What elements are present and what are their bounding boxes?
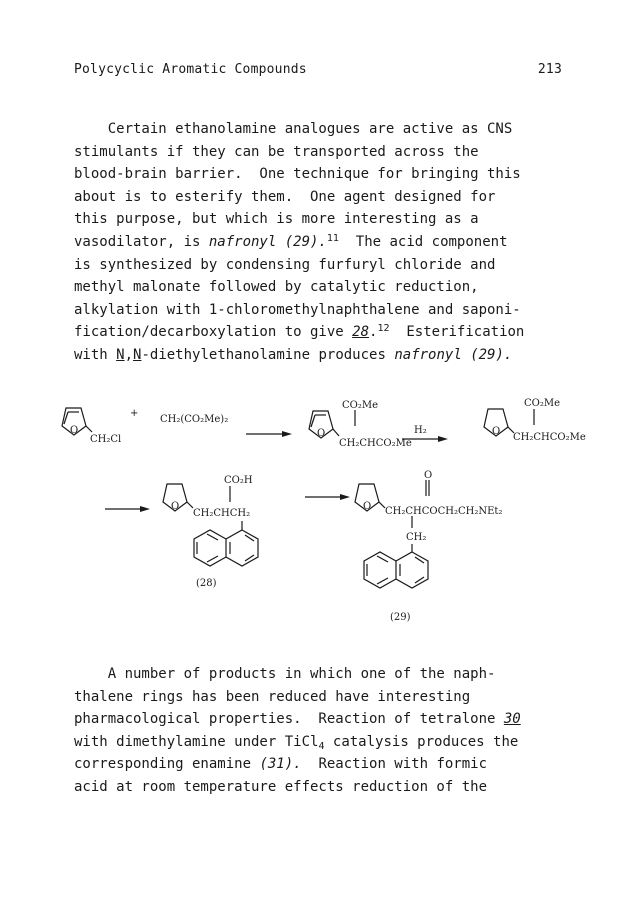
ring-double-bond [230, 535, 254, 561]
text-run: Certain ethanolamine analogues are active as CNS [74, 121, 513, 137]
text-run: 12 [377, 323, 390, 335]
text-run: stimulants if they can be transported across the [74, 143, 479, 160]
ring-double-bond [400, 557, 424, 583]
naphthalene-ring [226, 530, 258, 566]
text-line [74, 141, 574, 164]
paragraph-nafronyl [74, 118, 574, 367]
text-run: -diethylethanolamine produces [141, 346, 395, 363]
h2-reagent-label: H₂ [414, 425, 427, 436]
text-run: methyl malonate followed by catalytic reduction, [74, 279, 479, 296]
arrow-head [438, 436, 448, 442]
text-run: . [369, 324, 378, 341]
arrow-head [282, 431, 292, 437]
text-run: Reaction with formic [301, 756, 488, 773]
intermediate1-top-label: CO₂Me [342, 400, 379, 411]
text-line [74, 753, 574, 776]
ring-oxygen-label: O [492, 426, 501, 437]
text-line [74, 118, 574, 141]
text-line [74, 686, 574, 709]
plus-sign: + [130, 408, 139, 419]
acid-chain-label: CH₂CHCH₂ [193, 508, 251, 519]
arrow-head [340, 494, 350, 500]
naphthalene-ring [396, 552, 428, 588]
text-line [74, 776, 574, 799]
ring-oxygen-label: O [363, 501, 372, 512]
text-run: pharmacological properties. Reaction of tetralone [74, 711, 504, 728]
reaction-scheme [0, 392, 639, 632]
text-run: nafronyl (29). [208, 233, 327, 250]
text-run: is synthesized by condensing furfuryl chloride and [74, 256, 496, 273]
methyl-malonate-label: CH₂(CO₂Me)₂ [160, 414, 229, 425]
text-line [74, 163, 574, 186]
text-line [74, 708, 574, 731]
ring-oxygen-label: O [171, 501, 180, 512]
bond [333, 429, 339, 436]
ring-double-bond [197, 534, 218, 562]
compound-28-label: (28) [196, 578, 217, 589]
ester-chain-label: CH₂CHCOCH₂CH₂NEt₂ [385, 506, 503, 517]
text-run: 11 [326, 232, 339, 244]
text-run: corresponding enamine [74, 756, 260, 773]
text-run: acid at room temperature effects reduction of the [74, 778, 488, 795]
text-run: with dimethylamine under TiCl [74, 733, 319, 750]
text-line [74, 254, 574, 277]
text-run: 4 [318, 740, 325, 752]
compound-29-label: (29) [390, 612, 411, 623]
text-run: alkylation with 1-chloromethylnaphthalene and saponi- [74, 301, 521, 318]
text-run: blood-brain barrier. One technique for bringing this [74, 166, 521, 183]
running-title: Polycyclic Aromatic Compounds [74, 62, 307, 77]
text-line [74, 208, 574, 231]
text-run: 28 [352, 324, 370, 341]
text-run: 30 [503, 711, 521, 728]
text-run: thalene rings has been reduced have interesting [74, 688, 471, 705]
text-run: The acid component [338, 233, 508, 250]
paragraph-reduced-naphthalenes [74, 663, 574, 799]
intermediate2-top-label: CO₂Me [524, 398, 561, 409]
ester-ch2-label: CH₂ [406, 532, 427, 543]
text-run: with [74, 346, 117, 363]
text-run: N [116, 346, 125, 363]
text-line [74, 186, 574, 209]
carbonyl-oxygen-label: O [424, 470, 433, 481]
text-run: (31). [259, 756, 302, 773]
text-line [74, 299, 574, 322]
arrow-head [140, 506, 150, 512]
text-line [74, 344, 574, 367]
text-line [74, 231, 574, 254]
text-line [74, 321, 574, 344]
acid-top-label: CO₂H [224, 475, 253, 486]
text-run: N [133, 346, 142, 363]
intermediate1-chain-label: CH₂CHCO₂Me [339, 438, 412, 449]
furfuryl-chloride-label: CH₂Cl [90, 434, 122, 445]
text-run: Esterification [389, 324, 525, 341]
text-run: vasodilator, is [74, 233, 209, 250]
text-run: A number of products in which one of the naph- [74, 666, 496, 682]
page-number: 213 [537, 62, 562, 77]
ring-oxygen-label: O [317, 428, 326, 439]
text-line [74, 663, 574, 686]
running-header [74, 62, 562, 77]
bond [86, 426, 92, 432]
text-run: fication/decarboxylation to give [74, 324, 353, 341]
text-run: catalysis produces the [324, 733, 519, 750]
ring-oxygen-label: O [70, 425, 79, 436]
text-line [74, 276, 574, 299]
intermediate2-chain-label: CH₂CHCO₂Me [513, 432, 586, 443]
text-run: , [124, 346, 134, 363]
ring-double-bond [367, 556, 388, 584]
text-run: nafronyl (29). [394, 346, 513, 363]
text-line [74, 731, 574, 754]
text-run: this purpose, but which is more interesting as a [74, 211, 479, 228]
text-run: about is to esterify them. One agent designed for [74, 188, 496, 205]
